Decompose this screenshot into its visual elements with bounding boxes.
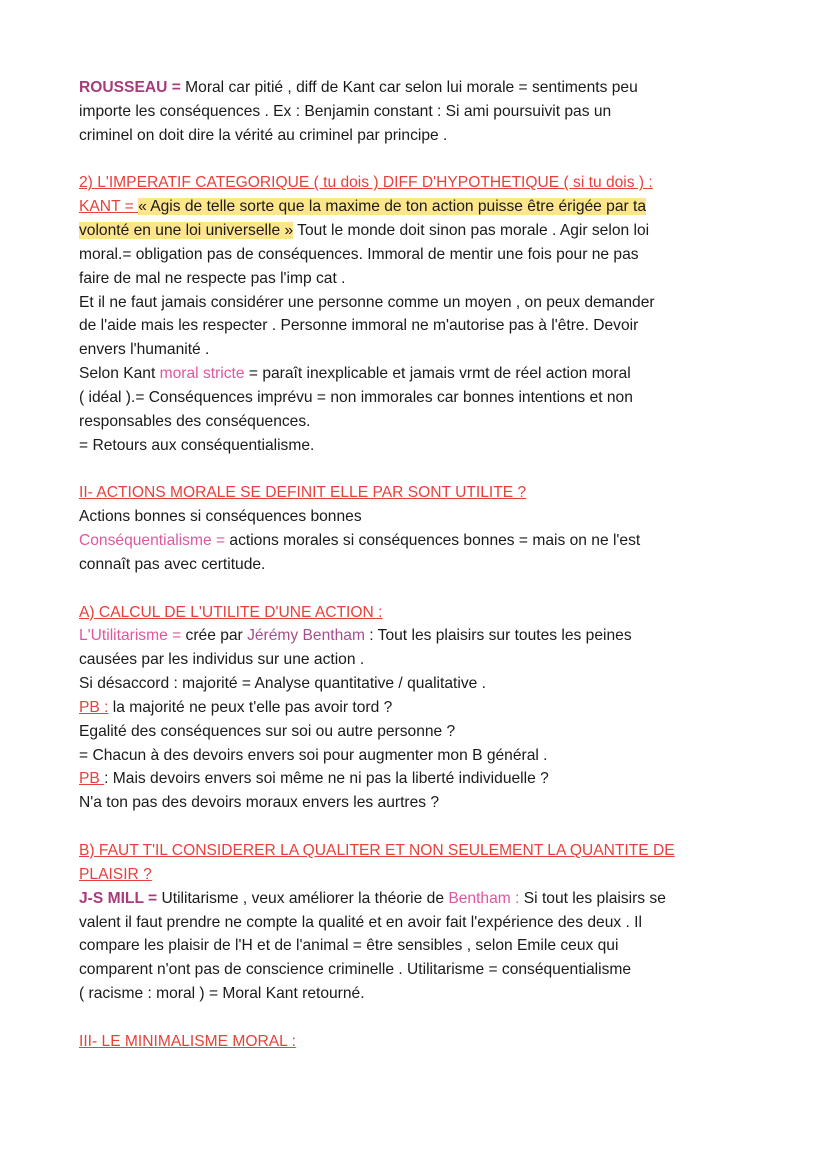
body-text: ( idéal ).= Conséquences imprévu = non immorales car bonnes intentions et non	[79, 388, 633, 406]
body-text: importe les conséquences . Ex : Benjamin constant : Si ami poursuivit pas un	[79, 102, 612, 120]
emphasis-text: Conséquentialisme =	[79, 532, 226, 550]
body-text: envers l'humanité .	[79, 341, 210, 359]
blank-line	[79, 1006, 675, 1030]
body-text: connaît pas avec certitude.	[79, 555, 266, 573]
blank-line	[79, 458, 675, 482]
text-line	[79, 672, 675, 696]
text-line	[79, 481, 675, 505]
body-text: comparent n'ont pas de conscience criminelle . Utilitarisme = conséquentialisme	[79, 961, 632, 979]
body-text: responsables des conséquences.	[79, 412, 311, 430]
text-line	[79, 553, 675, 577]
body-text: la majorité ne peux t'elle pas avoir tord ?	[108, 698, 393, 716]
body-text: = Chacun à des devoirs envers soi pour augmenter mon B général .	[79, 746, 548, 764]
heading-text: A) CALCUL DE L'UTILITE D'UNE ACTION :	[79, 603, 383, 621]
body-text: faire de mal ne respecte pas l'imp cat .	[79, 269, 346, 287]
body-text: : Tout les plaisirs sur toutes les peines	[364, 627, 632, 645]
body-text: Actions bonnes si conséquences bonnes	[79, 508, 362, 526]
emphasis-text: J-S MILL =	[79, 889, 162, 907]
text-line	[79, 100, 675, 124]
text-line	[79, 195, 675, 219]
text-line	[79, 911, 675, 935]
body-text: moral.= obligation pas de conséquences. Immoral de mentir une fois pour ne pas	[79, 245, 639, 263]
body-text: causées par les individus sur une action .	[79, 651, 365, 669]
text-line	[79, 958, 675, 982]
document-body	[79, 76, 675, 1054]
emphasis-text: L'Utilitarisme =	[79, 627, 182, 645]
text-line	[79, 720, 675, 744]
text-line	[79, 314, 675, 338]
text-line	[79, 219, 675, 243]
heading-text: PB :	[79, 698, 109, 716]
highlighted-quote: volonté en une loi universelle »	[79, 222, 294, 240]
text-line	[79, 887, 675, 911]
text-line	[79, 410, 675, 434]
text-line	[79, 505, 675, 529]
text-line	[79, 386, 675, 410]
body-text: Et il ne faut jamais considérer une personne comme un moyen , on peux demander	[79, 293, 655, 311]
body-text: : Mais devoirs envers soi même ne ni pas la liberté individuelle ?	[104, 770, 549, 788]
body-text: Egalité des conséquences sur soi ou autre personne ?	[79, 722, 456, 740]
body-text: actions morales si conséquences bonnes = mais on ne l'est	[225, 532, 641, 550]
body-text: valent il faut prendre ne compte la qualité et en avoir fait l'expérience des deux . Il	[79, 913, 642, 931]
text-line	[79, 529, 675, 553]
text-line	[79, 76, 675, 100]
text-line	[79, 434, 675, 458]
emphasis-text: Bentham :	[448, 889, 520, 907]
text-line	[79, 648, 675, 672]
body-text: Si désaccord : majorité = Analyse quantitative / qualitative .	[79, 675, 486, 693]
heading-text: B) FAUT T'IL CONSIDERER LA QUALITER ET NON SEULEMENT LA QUANTITE DE	[79, 842, 675, 859]
highlighted-quote: « Agis de telle sorte que la maxime de ton action puisse être érigée par ta	[138, 198, 647, 216]
text-line	[79, 338, 675, 362]
emphasis-text: moral stricte	[159, 365, 245, 383]
body-text: compare les plaisir de l'H et de l'animal = être sensibles , selon Emile ceux qui	[79, 937, 619, 955]
blank-line	[79, 577, 675, 601]
text-line	[79, 839, 675, 863]
body-text: criminel on doit dire la vérité au criminel par principe .	[79, 126, 448, 144]
text-line	[79, 267, 675, 291]
text-line	[79, 601, 675, 625]
body-text: Selon Kant	[79, 365, 160, 383]
body-text: Tout le monde doit sinon pas morale . Agir selon loi	[293, 222, 650, 240]
text-line	[79, 696, 675, 720]
heading-text: PLAISIR ?	[79, 865, 152, 883]
text-line	[79, 624, 675, 648]
emphasis-text: Jérémy Bentham	[247, 627, 365, 645]
body-text: de l'aide mais les respecter . Personne immoral ne m'autorise pas à l'être. Devoir	[79, 317, 639, 335]
body-text: crée par	[181, 627, 248, 645]
heading-text: PB	[79, 770, 105, 788]
text-line	[79, 744, 675, 768]
heading-text: KANT =	[79, 198, 139, 216]
text-line	[79, 362, 675, 386]
text-line	[79, 767, 675, 791]
text-line	[79, 243, 675, 267]
body-text: Utilitarisme , veux améliorer la théorie de	[161, 889, 449, 907]
heading-text: III- LE MINIMALISME MORAL :	[79, 1032, 296, 1050]
text-line	[79, 934, 675, 958]
body-text: Moral car pitié , diff de Kant car selon lui morale = sentiments peu	[185, 79, 638, 96]
text-line	[79, 1030, 675, 1054]
blank-line	[79, 815, 675, 839]
text-line	[79, 171, 675, 195]
body-text: Si tout les plaisirs se	[519, 889, 666, 907]
heading-text: 2) L'IMPERATIF CATEGORIQUE ( tu dois ) DIFF D'HYPOTHETIQUE ( si tu dois ) :	[79, 174, 653, 192]
body-text: = Retours aux conséquentialisme.	[79, 436, 315, 454]
text-line	[79, 863, 675, 887]
body-text: N'a ton pas des devoirs moraux envers les aurtres ?	[79, 794, 440, 812]
text-line	[79, 791, 675, 815]
text-line	[79, 291, 675, 315]
emphasis-text: ROUSSEAU =	[79, 79, 186, 96]
text-line	[79, 982, 675, 1006]
blank-line	[79, 148, 675, 172]
body-text: = paraît inexplicable et jamais vrmt de réel action moral	[244, 365, 631, 383]
body-text: ( racisme : moral ) = Moral Kant retourné.	[79, 985, 365, 1003]
heading-text: II- ACTIONS MORALE SE DEFINIT ELLE PAR SONT UTILITE ?	[79, 484, 527, 502]
text-line	[79, 124, 675, 148]
